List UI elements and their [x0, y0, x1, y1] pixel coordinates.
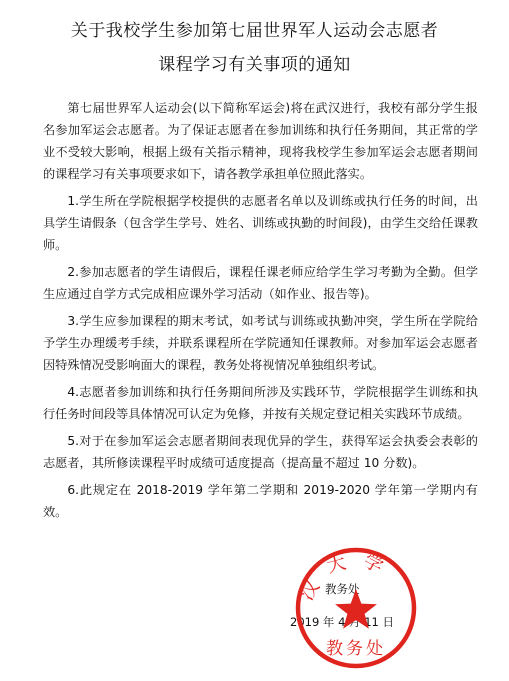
- item-5-paragraph: 5.对于在参加军运会志愿者期间表现优异的学生，获得军运会执委会表彰的志愿者，其所修读课程平时成绩可适度提高（提高量不超过 10 分数)。: [43, 434, 478, 470]
- seal-graphic: [293, 545, 419, 671]
- seal-inner-text: 教务处: [326, 639, 386, 659]
- item-6-paragraph: 6.此规定在 2018-2019 学年第二学期和 2019-2020 学年第一学期内有效。: [43, 483, 478, 519]
- seal-arc-text: 汉大学: [295, 547, 400, 605]
- signature-office: 教务处: [325, 582, 360, 596]
- item-3-paragraph: 3.学生应参加课程的期末考试，如考试与训练或执勤冲突，学生所在学院给予学生办理缓考手续，并联系课程所在学院通知任课教师。对参加军运会志愿者因特殊情况受影响面大的课程，教务处将视情况单独组织考试。: [43, 314, 478, 372]
- official-seal: [293, 545, 419, 671]
- item-4-paragraph: 4.志愿者参加训练和执行任务期间所涉及实践环节，学院根据学生训练和执行任务时间段等具体情况可认定为免修，并按有关规定登记相关实践环节成绩。: [43, 385, 478, 421]
- item-2-paragraph: 2.参加志愿者的学生请假后，课程任课老师应给学生学习考勤为全勤。但学生应通过自学方式完成相应课外学习活动（如作业、报告等)。: [43, 265, 478, 301]
- document-title-line-2: 课程学习有关事项的通知: [158, 55, 351, 75]
- star-icon: [335, 589, 377, 629]
- intro-paragraph: 第七届世界军人运动会(以下简称军运会)将在武汉进行，我校有部分学生报名参加军运会志愿者。为了保证志愿者在参加训练和执行任务期间，其正常的学业不受较大影响，根据上级有关指示精神，现将我校学生参加军运会志愿者期间的课程学习有关事项要求如下，请各教学承担单位照此落实。: [43, 101, 478, 181]
- document-body: [43, 97, 478, 528]
- item-1-paragraph: 1.学生所在学院根据学校提供的志愿者名单以及训练或执行任务的时间，出具学生请假条（包含学生学号、姓名、训练或执勤的时间段)，由学生交给任课教师。: [43, 194, 478, 252]
- signature-date: 2019 年 4 月 11 日: [290, 615, 394, 629]
- document-title-line-1: 关于我校学生参加第七届世界军人运动会志愿者: [70, 21, 439, 41]
